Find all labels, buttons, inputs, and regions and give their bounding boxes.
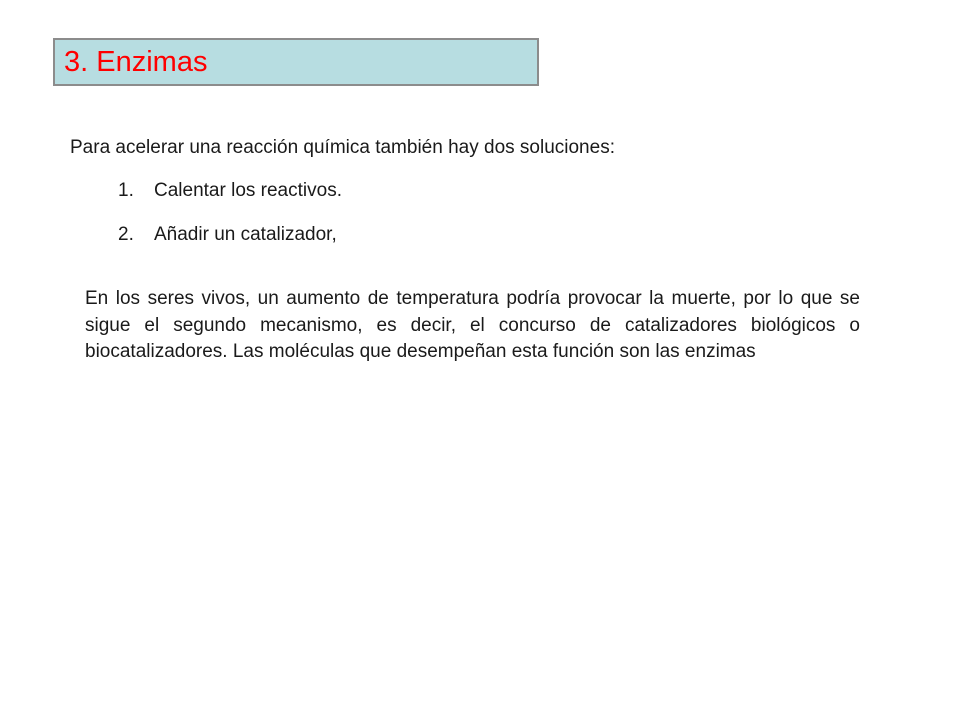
list-item-text: Calentar los reactivos. — [154, 180, 342, 201]
intro-text: Para acelerar una reacción química también hay dos soluciones: — [70, 137, 615, 158]
slide-title: 3. Enzimas — [64, 46, 208, 78]
steps-list — [118, 179, 342, 267]
list-item-number: 2. — [118, 224, 134, 245]
title-box — [53, 38, 539, 86]
list-item-number: 1. — [118, 180, 134, 201]
list-item-text: Añadir un catalizador, — [154, 224, 337, 245]
body-paragraph: En los seres vivos, un aumento de temperatura podría provocar la muerte, por lo que se sigue el segundo mecanismo, es decir, el concurso de catalizadores biológicos o biocatalizadores. Las moléculas que desempeñan esta función son las enzimas — [85, 288, 860, 362]
list-item — [118, 223, 342, 247]
list-item — [118, 179, 342, 203]
